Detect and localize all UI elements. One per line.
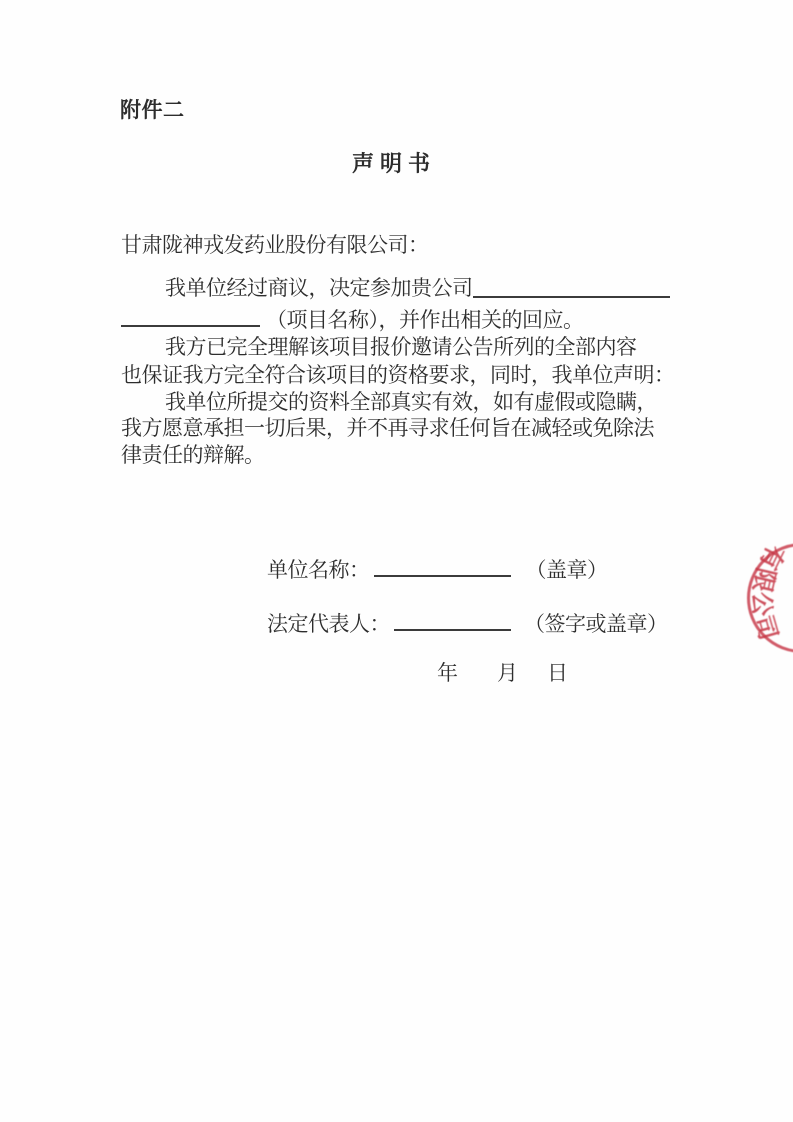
unit-name-label: 单位名称： bbox=[267, 558, 370, 582]
document-title: 声明书 bbox=[351, 151, 436, 176]
date-line bbox=[0, 659, 793, 687]
signature-unit-line bbox=[267, 554, 608, 584]
paragraph2-line1: 我方已完全理解该项目报价邀请公告所列的全部内容 bbox=[165, 335, 637, 359]
paragraph3-line1: 我单位所提交的资料全部真实有效，如有虚假或隐瞒， bbox=[165, 390, 657, 414]
attachment-label: 附件二 bbox=[120, 98, 185, 122]
paragraph2-line2: 也保证我方完全符合该项目的资格要求，同时，我单位声明： bbox=[121, 363, 675, 387]
representative-seal-note: （签字或盖章） bbox=[524, 612, 668, 636]
paragraph1-line2 bbox=[121, 304, 584, 334]
project-name-blank-bottom bbox=[121, 304, 260, 327]
legal-representative-blank bbox=[394, 608, 511, 631]
paragraph1-line1-text: 我单位经过商议，决定参加贵公司 bbox=[165, 276, 473, 300]
paragraph1-line2-text: （项目名称），并作出相关的回应。 bbox=[266, 308, 584, 332]
date-year-label: 年 bbox=[437, 661, 458, 685]
legal-representative-label: 法定代表人： bbox=[267, 612, 390, 636]
date-month-label: 月 bbox=[497, 661, 518, 685]
signature-representative-line bbox=[267, 608, 668, 638]
unit-name-blank bbox=[374, 554, 511, 577]
paragraph3-line3: 律责任的辩解。 bbox=[121, 443, 265, 467]
company-seal-char-2: 限 bbox=[747, 565, 779, 595]
company-seal-char-1: 有 bbox=[754, 540, 788, 574]
unit-seal-note: （盖章） bbox=[525, 558, 608, 582]
company-seal-char-4: 司 bbox=[749, 612, 781, 644]
paragraph3-line2: 我方愿意承担一切后果，并不再寻求任何旨在减轻或免除法 bbox=[121, 416, 654, 440]
salutation-line: 甘肃陇神戎发药业股份有限公司： bbox=[121, 233, 429, 257]
project-name-blank-top bbox=[473, 274, 671, 298]
company-seal-char-3: 公 bbox=[748, 592, 774, 616]
paragraph1-line1 bbox=[165, 274, 670, 302]
date-day-label: 日 bbox=[547, 661, 568, 685]
